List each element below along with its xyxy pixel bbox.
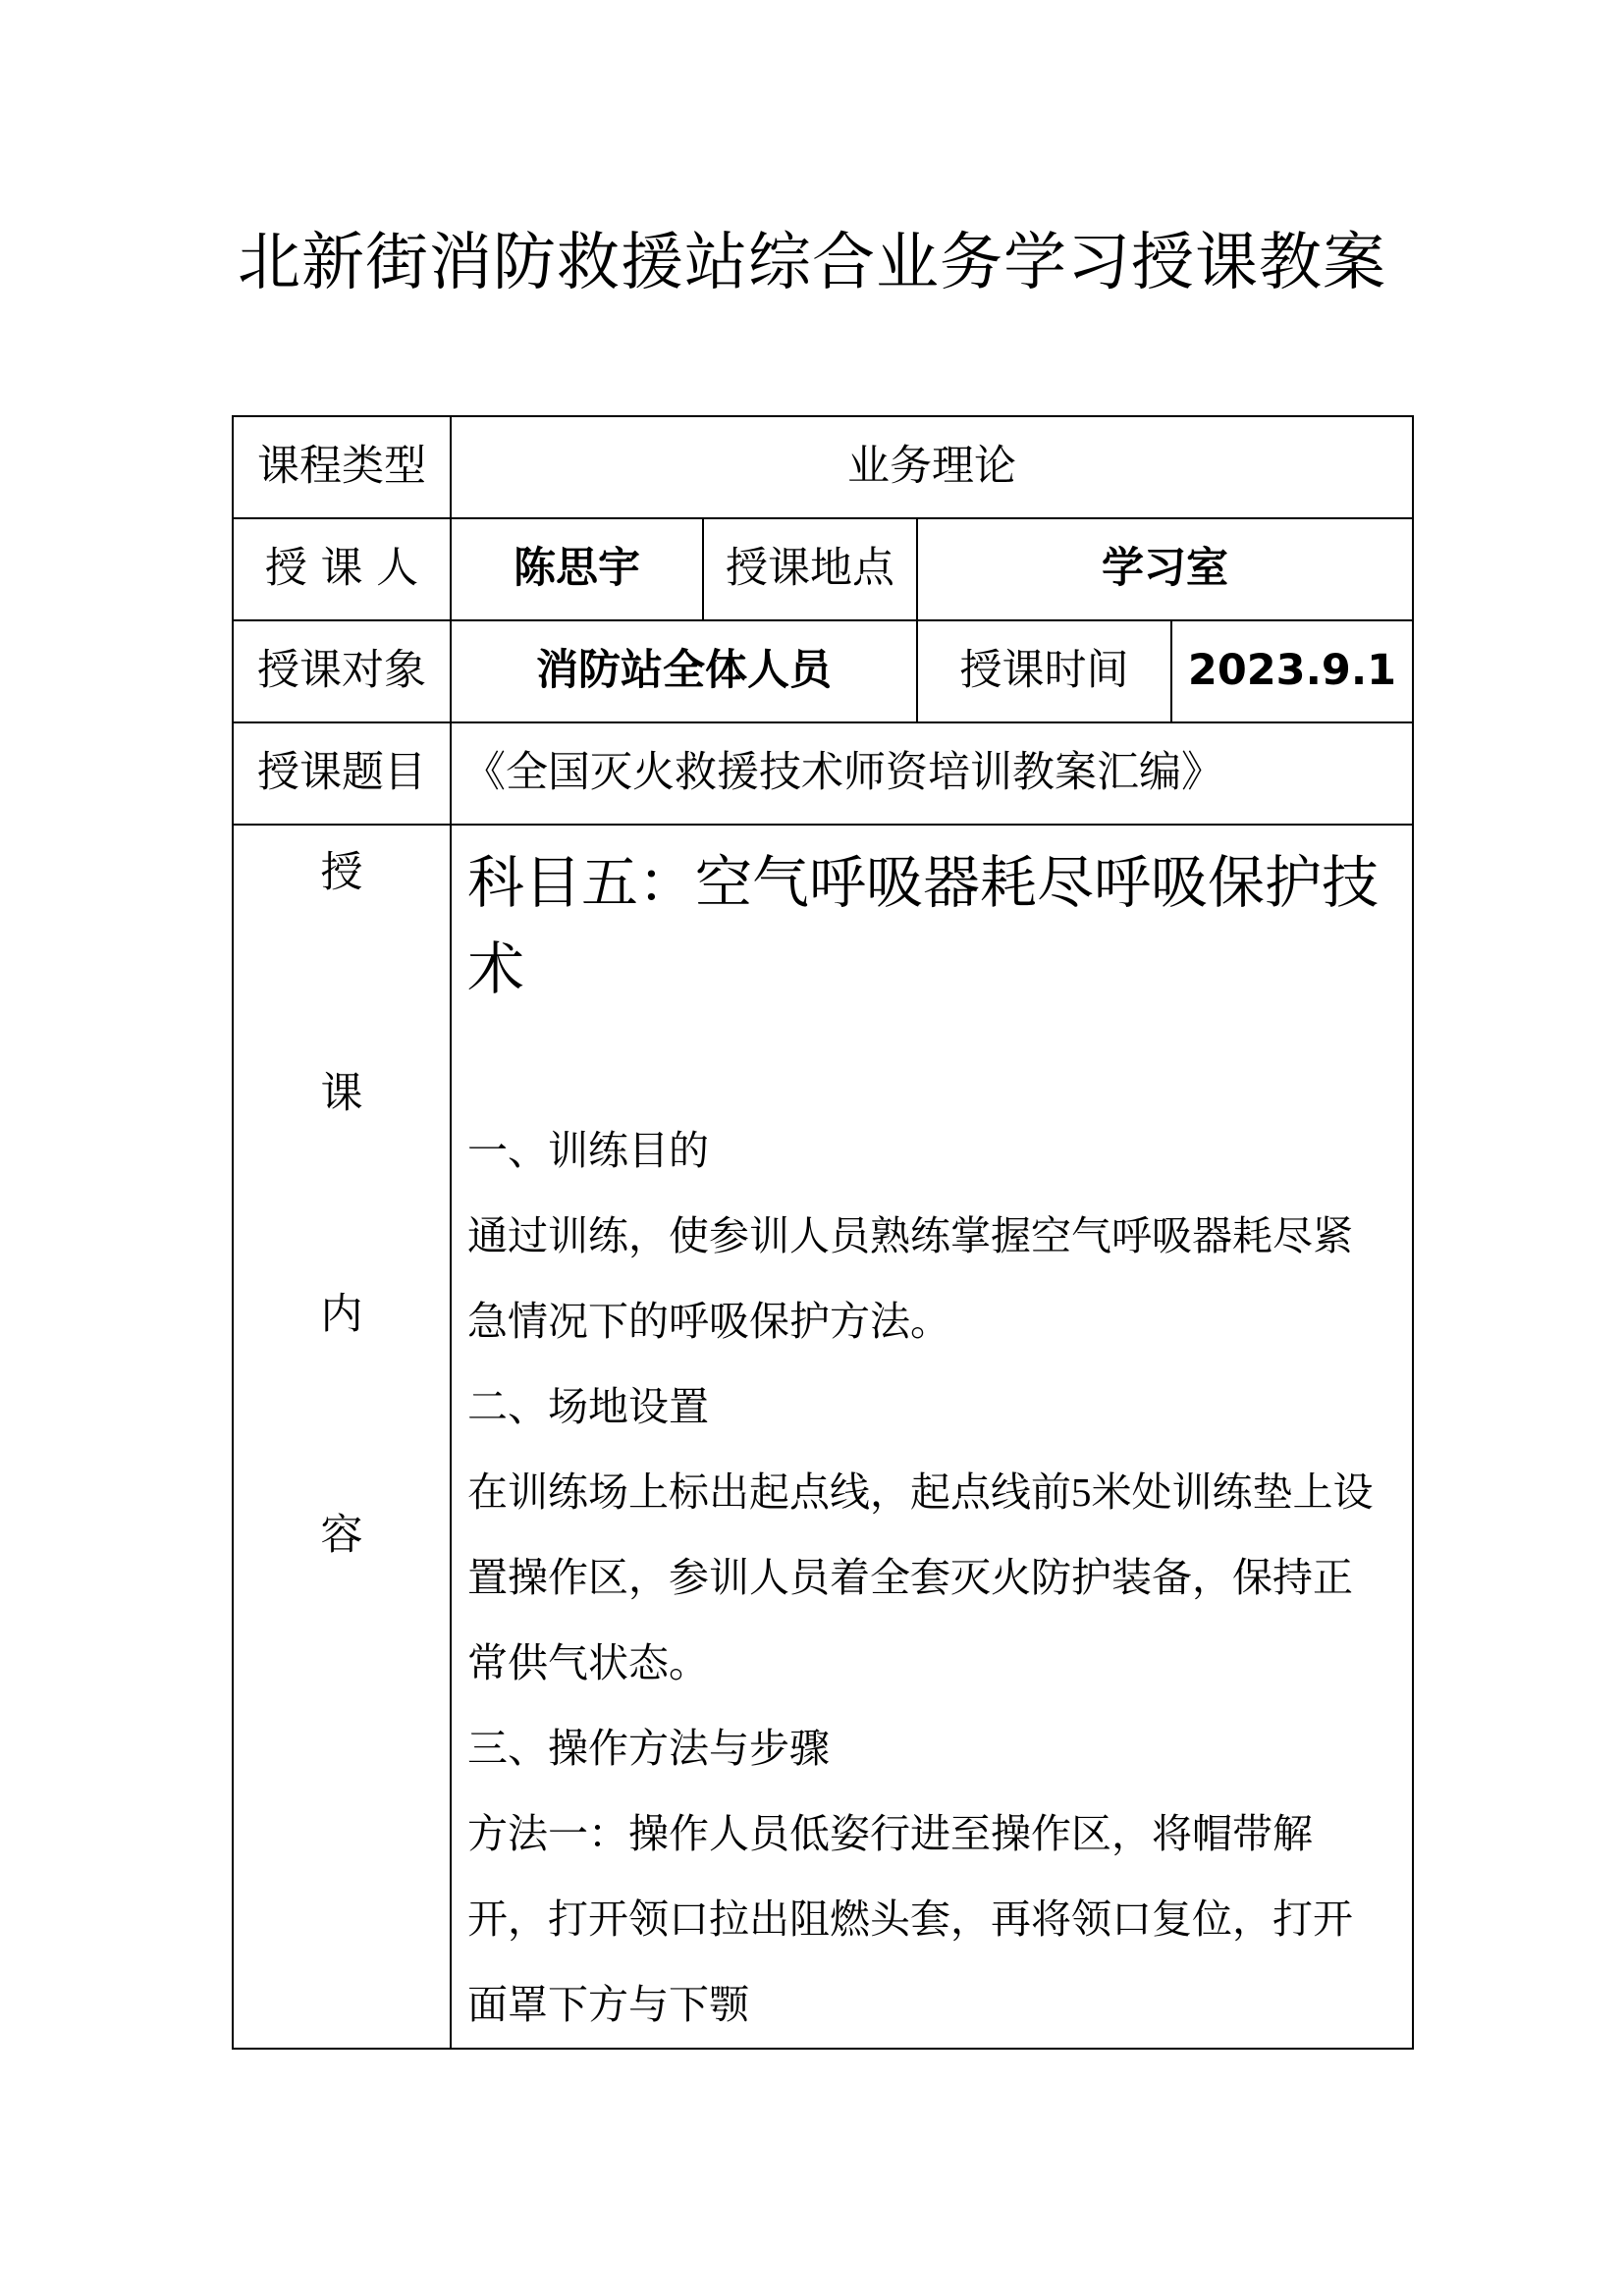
row-content bbox=[233, 825, 1413, 2049]
topic-label: 授课题目 bbox=[233, 722, 451, 825]
location-value: 学习室 bbox=[917, 518, 1413, 620]
time-label: 授课时间 bbox=[917, 620, 1171, 722]
audience-value: 消防站全体人员 bbox=[451, 620, 917, 722]
content-label-char: 内 bbox=[320, 1290, 363, 1339]
teacher-label: 授 课 人 bbox=[233, 518, 451, 620]
row-teacher-location bbox=[233, 518, 1413, 620]
row-course-type bbox=[233, 416, 1413, 518]
course-type-value: 业务理论 bbox=[451, 416, 1413, 518]
location-label: 授课地点 bbox=[703, 518, 917, 620]
content-body bbox=[451, 825, 1413, 2049]
content-label bbox=[233, 825, 451, 2049]
section-text bbox=[467, 1450, 1392, 1706]
topic-value: 《全国灭火救援技术师资培训教案汇编》 bbox=[451, 722, 1413, 825]
section-heading: 二、场地设置 bbox=[467, 1383, 709, 1430]
distance-number: 5 bbox=[1071, 1469, 1092, 1515]
content-label-char: 容 bbox=[320, 1511, 363, 1560]
section-heading: 三、操作方法与步骤 bbox=[467, 1725, 830, 1772]
audience-label: 授课对象 bbox=[233, 620, 451, 722]
section-text-part: 米处训练垫上设置操作区，参训人员着全套灭火防护装备，保持正常供气状态。 bbox=[467, 1468, 1374, 1686]
content-label-char: 课 bbox=[320, 1069, 363, 1118]
time-value: 2023.9.1 bbox=[1171, 620, 1413, 722]
row-topic bbox=[233, 722, 1413, 825]
row-audience-time bbox=[233, 620, 1413, 722]
section-heading: 一、训练目的 bbox=[467, 1127, 709, 1174]
page-title: 北新街消防救援站综合业务学习授课教案 bbox=[238, 227, 1386, 299]
course-type-label: 课程类型 bbox=[233, 416, 451, 518]
section-text: 通过训练，使参训人员熟练掌握空气呼吸器耗尽紧急情况下的呼吸保护方法。 bbox=[467, 1212, 1353, 1345]
lesson-plan-table bbox=[232, 415, 1414, 2050]
content-label-char: 授 bbox=[320, 848, 363, 897]
teacher-value: 陈思宇 bbox=[451, 518, 703, 620]
section-text-part: 在训练场上标出起点线，起点线前 bbox=[467, 1468, 1071, 1516]
section-text: 方法一：操作人员低姿行进至操作区，将帽带解开，打开领口拉出阻燃头套，再将领口复位，打开面罩下方与下颚 bbox=[467, 1810, 1353, 2028]
subject-heading: 科目五：空气呼吸器耗尽呼吸保护技术 bbox=[467, 849, 1380, 1002]
